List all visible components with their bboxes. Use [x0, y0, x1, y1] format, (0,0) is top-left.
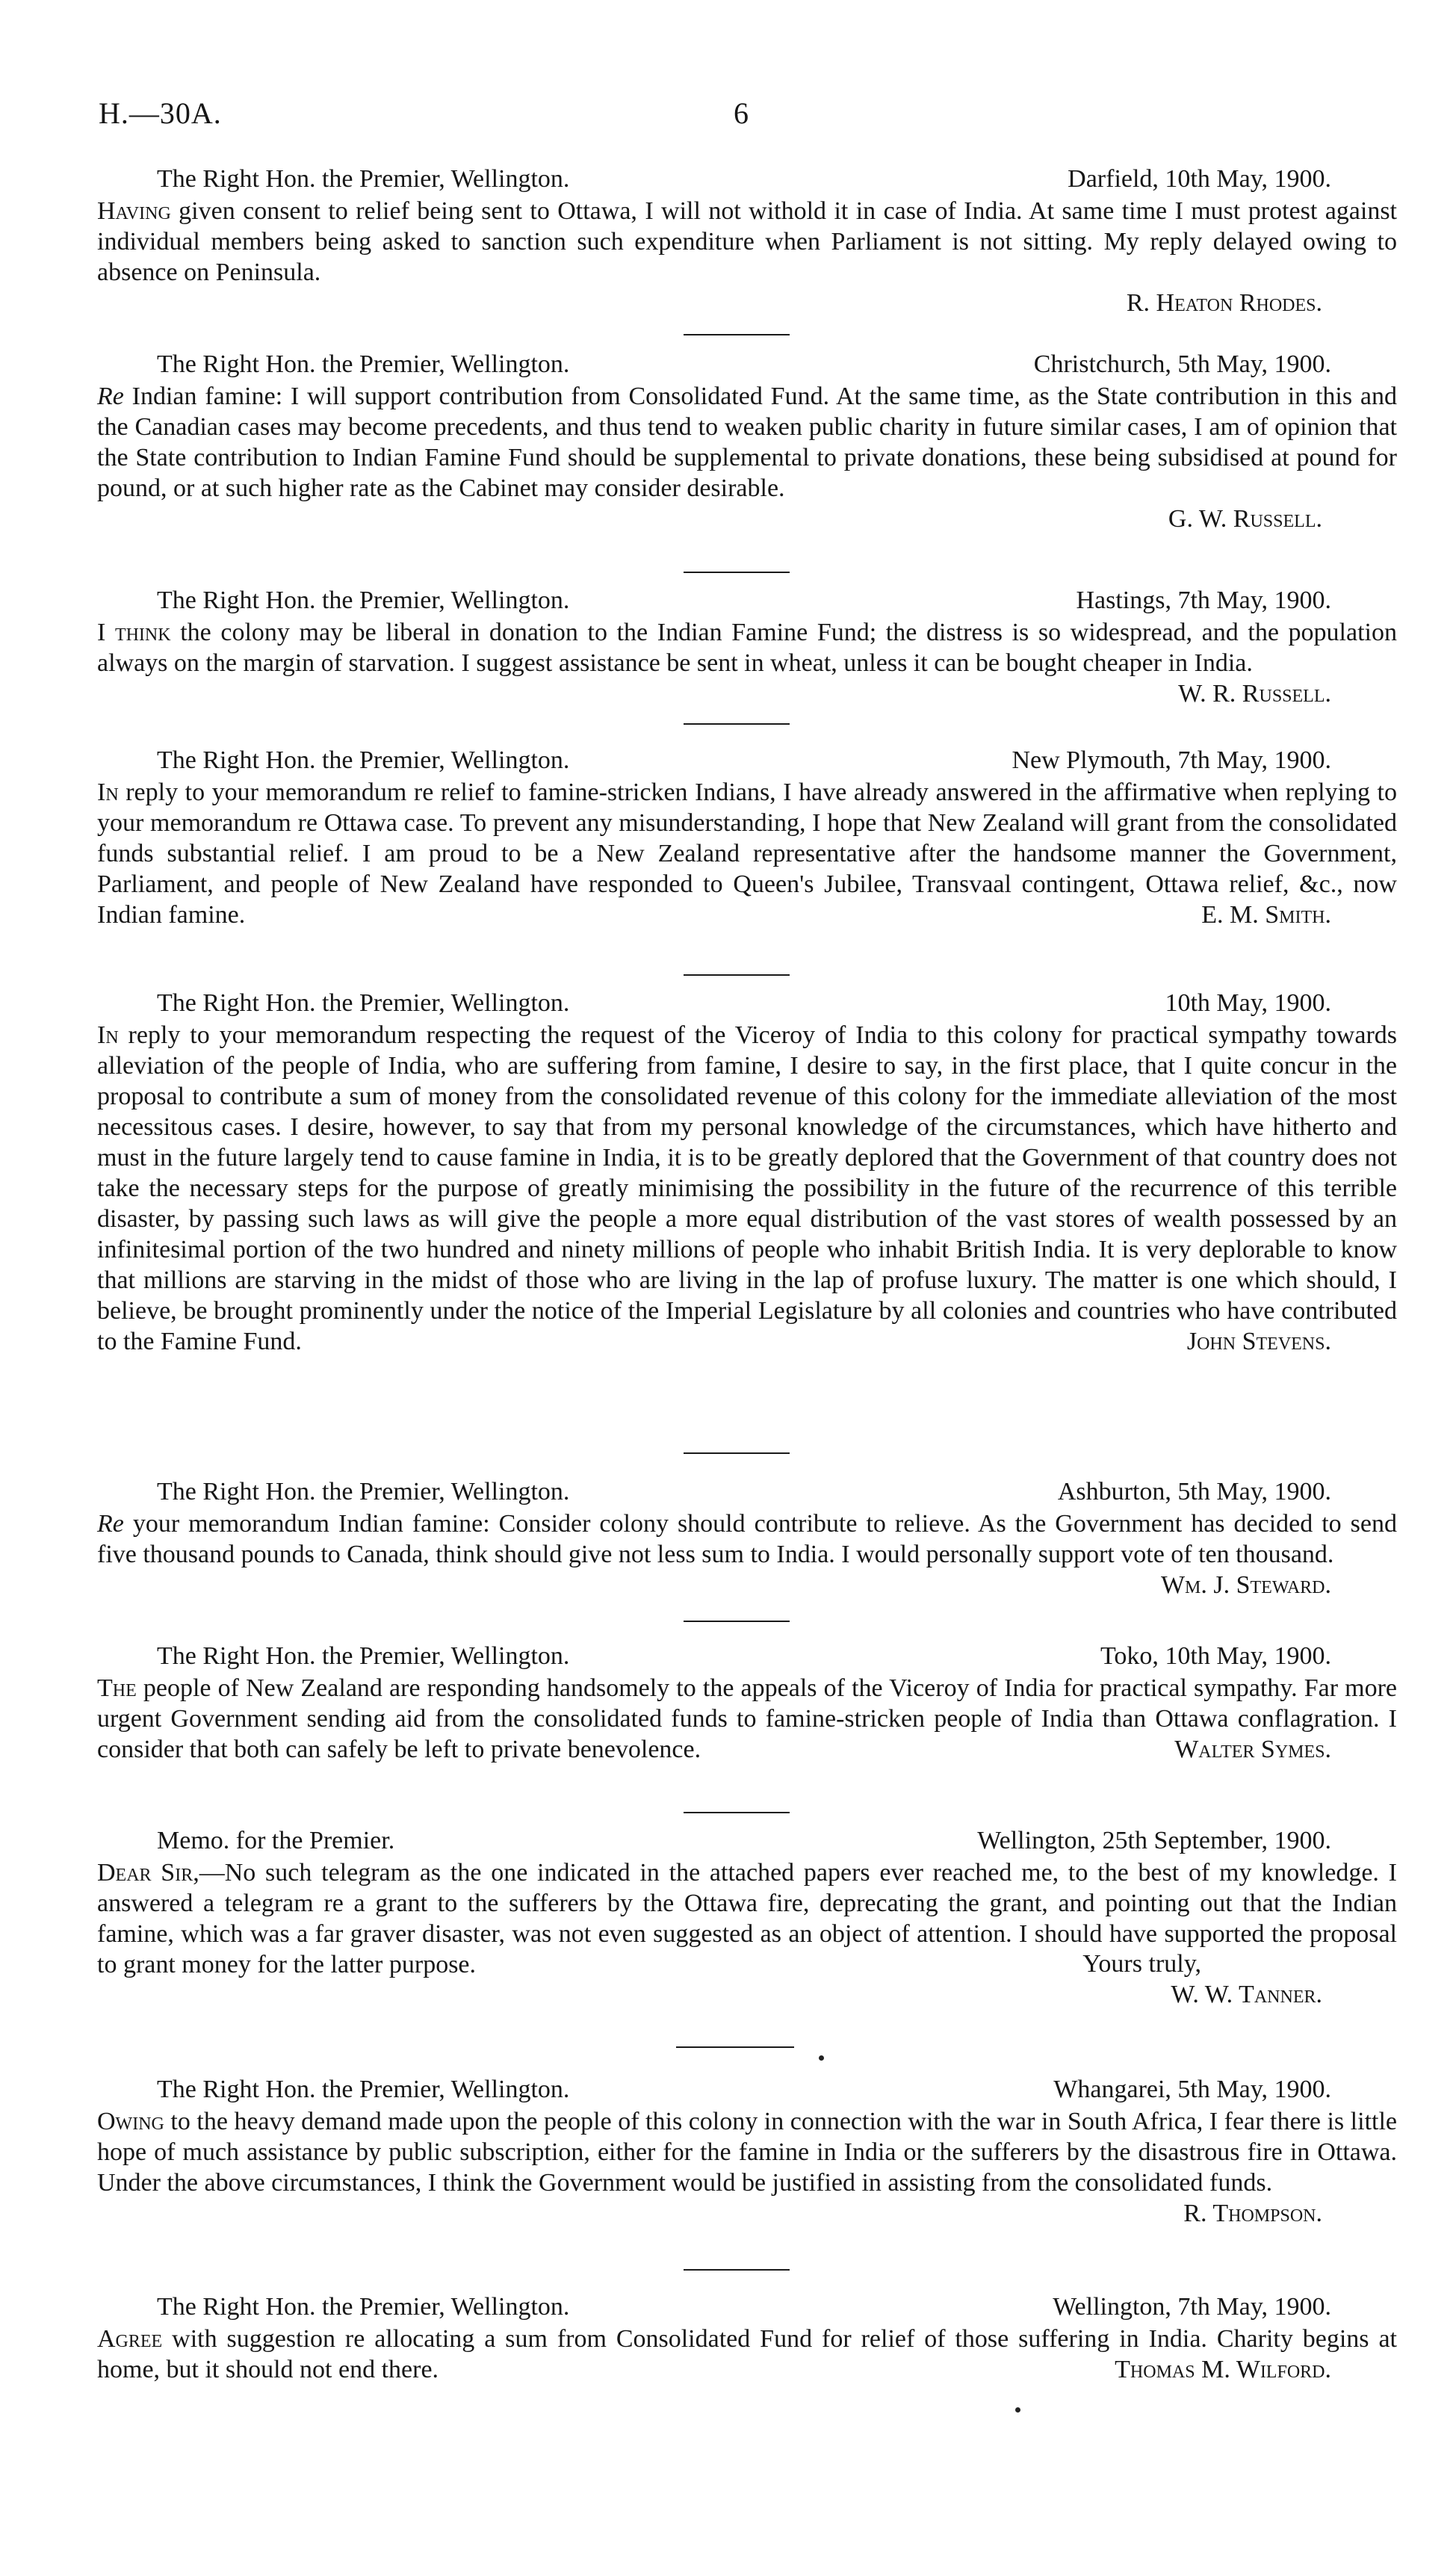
separator-rule [676, 2046, 794, 2048]
addressee: The Right Hon. the Premier, Wellington. [157, 2076, 570, 2103]
closing-line: Yours truly, [1082, 1950, 1201, 1978]
telegram-entry [97, 348, 1397, 535]
separator-rule [684, 1452, 790, 1454]
telegram-entry [97, 2073, 1397, 2229]
message-text: to the heavy demand made upon the people of this colony in connection with the war in South Africa, I fear there is little hope of much assistance by public subscription, either for the famine in India or the sufferers by the disastrous fire in Ottawa. Under the above circumstances, I think the Government would be justified in assisting from the consolidated funds. [97, 2108, 1397, 2197]
message-text: reply to your memorandum respecting the request of the Viceroy of India to this colony for practical sympathy towards alleviation of the people of India, who are suffering from famine, I desire to say, in the first place, that I quite concur in the proposal to contribute a sum of money from the consolidated revenue of this colony for the immediate alleviation of the most necessitous cases. I desire, however, to say that from my personal knowledge of the circumstances, which have hitherto and must in the future largely tend to cause famine in India, it is to be greatly deplored that the Government of that country does not take the necessary steps for the purpose of greatly minimising the possibility in the future of the recurrence of this terrible disaster, by passing such laws as will give the people a more equal distribution of the vast stores of wealth possessed by an infinitesimal portion of the two hundred and ninety millions of people who inhabit British India. It is very deplorable to know that millions are starving in the midst of those who are living in the lap of profuse luxury. The matter is one which should, I believe, be brought prominently under the notice of the Imperial Legislature by all colonies and countries who have contributed to the Famine Fund. [97, 1021, 1397, 1355]
addressee: The Right Hon. the Premier, Wellington. [157, 1642, 570, 1670]
addressee: The Right Hon. the Premier, Wellington. [157, 165, 570, 193]
place-date: 10th May, 1900. [1165, 989, 1331, 1017]
message-text: Indian famine: I will support contribution from Consolidated Fund. At the same time, as the State contribution in this and the Canadian cases may become precedents, and thus tend to weaken public charity in future similar cases, I am of opinion that the State contribution to Indian Famine Fund should be supplemental to private donations, these being subsidised at pound for pound, or at such higher rate as the Cabinet may consider desirable. [97, 383, 1397, 502]
address-line [97, 348, 1397, 381]
place-date: Wellington, 7th May, 1900. [1053, 2293, 1331, 2321]
signature: W. W. Tanner. [1171, 1981, 1322, 2008]
message-body [97, 617, 1397, 708]
signature: R. Heaton Rhodes. [1126, 289, 1322, 317]
address-line [97, 163, 1397, 196]
telegram-entry [97, 744, 1397, 930]
place-date: Hastings, 7th May, 1900. [1076, 587, 1331, 614]
place-date: Darfield, 10th May, 1900. [1068, 165, 1331, 193]
separator-rule [684, 723, 790, 725]
telegram-entry [97, 1640, 1397, 1765]
message-text: people of New Zealand are responding handsomely to the appeals of the Viceroy of India for practical sympathy. Far more urgent Government sending aid from the consolidated funds to famine-stricken people of India than Ottawa conflagration. I consider that both can safely be left to private benevolence. [97, 1674, 1397, 1763]
addressee: Memo. for the Premier. [157, 1827, 395, 1854]
message-text: your memorandum Indian famine: Consider colony should contribute to relieve. As the Government has decided to send five thousand pounds to Canada, think should give not less sum to India. I would personally support vote of ten thousand. [97, 1510, 1397, 1568]
addressee: The Right Hon. the Premier, Wellington. [157, 989, 570, 1017]
addressee: The Right Hon. the Premier, Wellington. [157, 1478, 570, 1505]
signature: E. M. Smith. [1201, 901, 1331, 929]
signature: Wm. J. Steward. [1160, 1571, 1331, 1599]
memo-entry [97, 1825, 1397, 2011]
message-lead: In [97, 779, 119, 806]
addressee: The Right Hon. the Premier, Wellington. [157, 746, 570, 774]
signature: R. Thompson. [1183, 2200, 1322, 2227]
ink-dot [819, 2055, 824, 2061]
message-body [97, 196, 1397, 288]
addressee: The Right Hon. the Premier, Wellington. [157, 350, 570, 378]
telegram-entry [97, 1476, 1397, 1600]
message-lead: Having [97, 197, 171, 225]
address-line [97, 1640, 1397, 1673]
place-date: Christchurch, 5th May, 1900. [1033, 350, 1331, 378]
telegram-entry [97, 2291, 1397, 2385]
message-body [97, 1508, 1397, 1599]
place-date: Ashburton, 5th May, 1900. [1057, 1478, 1331, 1505]
message-body [97, 2324, 1397, 2385]
address-line [97, 987, 1397, 1020]
message-body [97, 777, 1397, 930]
ink-dot [1015, 2407, 1020, 2413]
message-text: with suggestion re allocating a sum from Consolidated Fund for relief of those suffering in India. Charity begins at home, but it should not end there. [97, 2325, 1397, 2383]
separator-rule [684, 334, 790, 335]
message-lead: The [97, 1674, 137, 1702]
addressee: The Right Hon. the Premier, Wellington. [157, 2293, 570, 2321]
signature: G. W. Russell. [1168, 505, 1322, 533]
message-text: —No such telegram as the one indicated in the attached papers ever reached me, to the best of my knowledge. I answered a telegram re a grant to the sufferers by the Ottawa fire, deprecating the grant, and pointing out that the Indian famine, which was a far graver disaster, was not even suggested as an object of attention. I should have supported the proposal to grant money for the latter purpose. [97, 1859, 1397, 1978]
place-date: Whangarei, 5th May, 1900. [1053, 2076, 1331, 2103]
place-date: Wellington, 25th September, 1900. [977, 1827, 1331, 1854]
separator-rule [684, 974, 790, 976]
message-lead: Re [97, 1510, 124, 1538]
telegram-entry [97, 987, 1397, 1357]
message-lead: In [97, 1021, 119, 1049]
page-number: 6 [734, 96, 749, 130]
address-line [97, 1825, 1397, 1857]
document-reference: H.—30A. [99, 96, 222, 130]
message-lead: Owing [97, 2108, 164, 2135]
address-line [97, 744, 1397, 777]
message-body [97, 1020, 1397, 1357]
separator-rule [684, 572, 790, 573]
message-text: given consent to relief being sent to Ottawa, I will not withold it in case of India. At same time I must protest against individual members being asked to sanction such expenditure when Parliament is not sitting. My reply delayed owing to absence on Peninsula. [97, 197, 1397, 286]
telegram-entry [97, 163, 1397, 319]
message-body [97, 381, 1397, 504]
separator-rule [684, 1621, 790, 1622]
signature: W. R. Russell. [1178, 680, 1331, 708]
signature: Walter Symes. [1174, 1736, 1331, 1763]
message-body [97, 1673, 1397, 1765]
address-line [97, 2073, 1397, 2106]
telegram-entry [97, 584, 1397, 709]
message-body [97, 2106, 1397, 2198]
message-lead: Dear Sir, [97, 1859, 199, 1887]
address-line [97, 1476, 1397, 1508]
signature: Thomas M. Wilford. [1115, 2356, 1331, 2383]
message-lead: I think [97, 619, 171, 646]
place-date: Toko, 10th May, 1900. [1100, 1642, 1331, 1670]
message-text: the colony may be liberal in donation to the Indian Famine Fund; the distress is so widespread, and the population always on the margin of starvation. I suggest assistance be sent in wheat, unless it can be bought cheaper in India. [97, 619, 1397, 677]
message-lead: Re [97, 383, 124, 410]
page-header [99, 96, 1398, 140]
signature: John Stevens. [1186, 1328, 1331, 1355]
place-date: New Plymouth, 7th May, 1900. [1012, 746, 1331, 774]
addressee: The Right Hon. the Premier, Wellington. [157, 587, 570, 614]
message-lead: Agree [97, 2325, 163, 2353]
message-text: reply to your memorandum re relief to famine-stricken Indians, I have already answered in the affirmative when replying to your memorandum re Ottawa case. To prevent any misunderstanding, I hope that New Zealand will grant from the consolidated funds substantial relief. I am proud to be a New Zealand representative after the handsome manner the Government, Parliament, and people of New Zealand have responded to Queen's Jubilee, Transvaal contingent, Ottawa relief, &c., now Indian famine. [97, 779, 1397, 929]
address-line [97, 584, 1397, 617]
separator-rule [684, 2269, 790, 2271]
separator-rule [684, 1812, 790, 1813]
address-line [97, 2291, 1397, 2324]
